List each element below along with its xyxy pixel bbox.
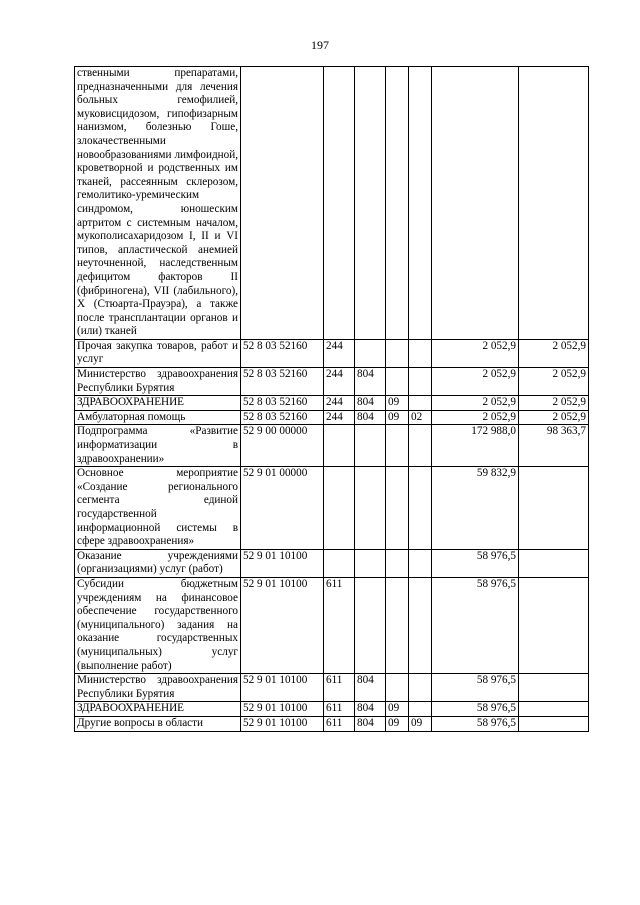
cell-rz (386, 425, 409, 467)
cell-name: Министерство здравоохранения Республики Бурятия (75, 368, 241, 396)
table-row (75, 410, 589, 425)
cell-grbs: 804 (355, 716, 386, 731)
cell-rz (386, 339, 409, 367)
cell-sum1: 172 988,0 (432, 425, 519, 467)
cell-rz (386, 577, 409, 673)
cell-csr: 52 9 01 00000 (241, 467, 324, 550)
cell-sum2: 2 052,9 (519, 339, 589, 367)
cell-grbs: 804 (355, 410, 386, 425)
cell-sum1: 2 052,9 (432, 396, 519, 411)
cell-sum1: 58 976,5 (432, 716, 519, 731)
cell-pr: 09 (409, 716, 432, 731)
cell-sum2 (519, 467, 589, 550)
cell-vr (324, 549, 355, 577)
cell-sum1: 2 052,9 (432, 410, 519, 425)
table-row (75, 339, 589, 367)
cell-rz (386, 467, 409, 550)
cell-grbs: 804 (355, 702, 386, 717)
cell-name: Субсидии бюджетным учреждениям на финансовое обеспечение государственного (муниципального) задания на оказание государственных (муниципальных) услуг (выполнение работ) (75, 577, 241, 673)
cell-sum2 (519, 716, 589, 731)
cell-pr (409, 425, 432, 467)
cell-vr: 611 (324, 702, 355, 717)
table-row (75, 67, 589, 340)
cell-csr: 52 9 01 10100 (241, 716, 324, 731)
cell-grbs (355, 339, 386, 367)
cell-sum2: 2 052,9 (519, 410, 589, 425)
cell-sum1 (432, 67, 519, 340)
cell-rz: 09 (386, 702, 409, 717)
cell-sum1: 58 976,5 (432, 577, 519, 673)
cell-grbs: 804 (355, 674, 386, 702)
cell-rz (386, 368, 409, 396)
cell-vr (324, 467, 355, 550)
cell-pr (409, 67, 432, 340)
cell-vr: 244 (324, 396, 355, 411)
table-row (75, 577, 589, 673)
cell-pr (409, 339, 432, 367)
cell-grbs (355, 425, 386, 467)
cell-vr: 611 (324, 674, 355, 702)
table-row (75, 467, 589, 550)
cell-grbs (355, 577, 386, 673)
cell-sum2 (519, 674, 589, 702)
cell-rz: 09 (386, 716, 409, 731)
cell-grbs: 804 (355, 396, 386, 411)
cell-csr: 52 8 03 52160 (241, 339, 324, 367)
table-row (75, 716, 589, 731)
cell-sum2 (519, 577, 589, 673)
cell-sum1: 58 976,5 (432, 674, 519, 702)
cell-vr: 244 (324, 410, 355, 425)
cell-sum2: 98 363,7 (519, 425, 589, 467)
cell-rz: 09 (386, 396, 409, 411)
table-row (75, 396, 589, 411)
cell-sum2: 2 052,9 (519, 396, 589, 411)
cell-vr: 244 (324, 368, 355, 396)
cell-sum1: 59 832,9 (432, 467, 519, 550)
cell-name: ственными препаратами, предназначенными для лечения больных гемофилией, муковисцидозом, гипофизарным нанизмом, болезнью Гоше, злокачественными новообразованиями лимфоидной, кроветворной и родственных им тканей, рассеянным склерозом, гемолитико-уремическим синдромом, юношеским артритом с системным началом, мукополисахаридозом I, II и VI типов, апластической анемией неуточненной, наследственным дефицитом факторов II (фибриногена), VII (лабильного), X (Стюарта-Прауэра), а также после трансплантации органов и (или) тканей (75, 67, 241, 340)
table-row (75, 368, 589, 396)
table-row (75, 425, 589, 467)
cell-vr: 244 (324, 339, 355, 367)
cell-vr: 611 (324, 716, 355, 731)
cell-csr: 52 9 01 10100 (241, 674, 324, 702)
cell-name: Оказание учреждениями (организациями) услуг (работ) (75, 549, 241, 577)
cell-sum2 (519, 549, 589, 577)
cell-grbs (355, 467, 386, 550)
cell-grbs (355, 67, 386, 340)
table-row (75, 549, 589, 577)
cell-sum2 (519, 702, 589, 717)
cell-sum1: 2 052,9 (432, 339, 519, 367)
cell-csr (241, 67, 324, 340)
table-row (75, 674, 589, 702)
cell-vr: 611 (324, 577, 355, 673)
table-row (75, 702, 589, 717)
cell-pr (409, 702, 432, 717)
cell-rz: 09 (386, 410, 409, 425)
cell-pr (409, 396, 432, 411)
cell-csr: 52 8 03 52160 (241, 396, 324, 411)
table-body (75, 67, 589, 732)
cell-name: ЗДРАВООХРАНЕНИЕ (75, 702, 241, 717)
cell-name: ЗДРАВООХРАНЕНИЕ (75, 396, 241, 411)
cell-sum1: 58 976,5 (432, 549, 519, 577)
cell-name: Министерство здравоохранения Республики Бурятия (75, 674, 241, 702)
cell-csr: 52 8 03 52160 (241, 410, 324, 425)
cell-sum2 (519, 67, 589, 340)
cell-name: Прочая закупка товаров, работ и услуг (75, 339, 241, 367)
cell-sum1: 58 976,5 (432, 702, 519, 717)
cell-rz (386, 67, 409, 340)
cell-csr: 52 8 03 52160 (241, 368, 324, 396)
cell-vr (324, 425, 355, 467)
cell-name: Основное мероприятие «Создание регионального сегмента единой государственной информационной системы в сфере здравоохранения» (75, 467, 241, 550)
cell-sum2: 2 052,9 (519, 368, 589, 396)
cell-pr (409, 368, 432, 396)
page-number: 197 (311, 38, 329, 52)
cell-csr: 52 9 01 10100 (241, 702, 324, 717)
cell-csr: 52 9 01 10100 (241, 549, 324, 577)
cell-pr (409, 577, 432, 673)
cell-name: Другие вопросы в области (75, 716, 241, 731)
cell-rz (386, 549, 409, 577)
cell-pr (409, 549, 432, 577)
cell-csr: 52 9 01 10100 (241, 577, 324, 673)
cell-vr (324, 67, 355, 340)
cell-pr (409, 674, 432, 702)
budget-table (74, 66, 589, 732)
cell-name: Амбулаторная помощь (75, 410, 241, 425)
cell-name: Подпрограмма «Развитие информатизации в здравоохранении» (75, 425, 241, 467)
cell-rz (386, 674, 409, 702)
cell-csr: 52 9 00 00000 (241, 425, 324, 467)
cell-pr: 02 (409, 410, 432, 425)
cell-sum1: 2 052,9 (432, 368, 519, 396)
cell-pr (409, 467, 432, 550)
cell-grbs: 804 (355, 368, 386, 396)
cell-grbs (355, 549, 386, 577)
